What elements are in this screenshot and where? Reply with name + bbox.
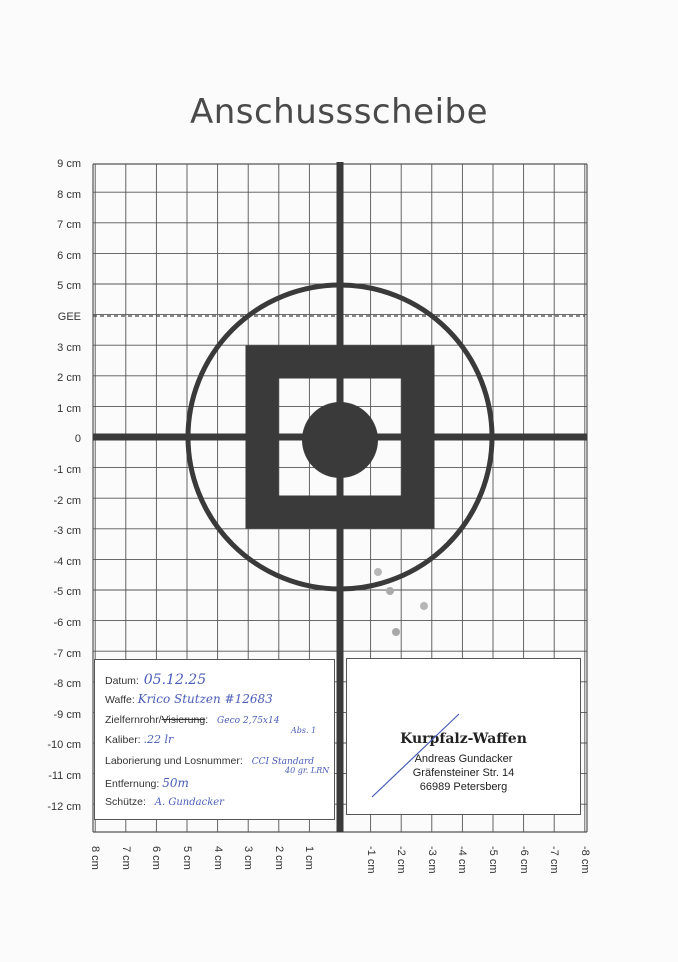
y-tick-label: 6 cm bbox=[57, 249, 81, 262]
company-city: 66989 Petersberg bbox=[419, 781, 508, 793]
x-tick-label: -7 cm bbox=[548, 846, 561, 874]
company-stamp bbox=[346, 658, 581, 815]
x-tick-label: -5 cm bbox=[487, 846, 499, 874]
y-tick-label: -1 cm bbox=[53, 464, 81, 476]
x-tick-label: 8 cm bbox=[89, 846, 102, 870]
x-tick-label: 4 cm bbox=[211, 846, 224, 870]
x-tick-label: 6 cm bbox=[150, 846, 163, 870]
pen-signature-stroke bbox=[347, 659, 580, 814]
schuetze-row: Schütze: A. Gundacker bbox=[105, 796, 224, 808]
y-tick-label: -6 cm bbox=[53, 617, 81, 629]
y-tick-label: -9 cm bbox=[53, 708, 81, 721]
x-tick-label: 3 cm bbox=[242, 846, 255, 870]
y-tick-label: 7 cm bbox=[57, 219, 81, 232]
y-tick-label: -11 cm bbox=[48, 770, 81, 782]
y-tick-label: -7 cm bbox=[53, 647, 81, 660]
bullet-hole bbox=[386, 587, 394, 595]
page-title: Anschussscheibe bbox=[189, 92, 489, 132]
y-tick-label: -4 cm bbox=[53, 555, 81, 568]
x-tick-label: 1 cm bbox=[303, 846, 316, 870]
x-tick-label: -1 cm bbox=[364, 846, 377, 874]
datum-row: Datum: 05.12.25 bbox=[105, 672, 207, 688]
entfernung-row: Entfernung: 50m bbox=[105, 776, 189, 790]
x-tick-label: -2 cm bbox=[395, 846, 408, 874]
x-tick-label: 2 cm bbox=[272, 846, 285, 870]
y-tick-label: -10 cm bbox=[47, 739, 81, 752]
shot-data-form: Datum: 05.12.25 Waffe: Krico Stutzen #12683 Zielfernrohr/Visierung: Geco 2,75x14 Abs. 1 Kaliber: .22 lr Laborierung und Losnummer: CCI Standard 40 gr. LRN Entfernung: 50m Schütze: A. Gundacker bbox=[94, 659, 335, 820]
y-tick-label: 5 cm bbox=[57, 280, 81, 293]
x-tick-label: -8 cm bbox=[578, 846, 591, 874]
y-tick-label: -12 cm bbox=[47, 800, 81, 813]
bullet-hole bbox=[420, 602, 428, 610]
y-tick-label: 9 cm bbox=[57, 158, 81, 170]
y-tick-label: 3 cm bbox=[57, 341, 81, 354]
laborierung-row: Laborierung und Losnummer: CCI Standard bbox=[105, 755, 315, 767]
y-tick-label: -8 cm bbox=[53, 678, 81, 691]
company-street: Gräfensteiner Str. 14 bbox=[412, 767, 515, 779]
waffe-row: Waffe: Krico Stutzen #12683 bbox=[105, 692, 273, 706]
bullet-hole bbox=[374, 568, 382, 576]
zielfernrohr-row: Zielfernrohr/Visierung: Geco 2,75x14 bbox=[105, 714, 280, 726]
company-person: Andreas Gundacker bbox=[414, 753, 513, 765]
x-tick-label: -4 cm bbox=[456, 846, 469, 874]
y-tick-label: GEE bbox=[57, 311, 81, 323]
bullseye bbox=[302, 402, 378, 478]
y-tick-label: -2 cm bbox=[53, 494, 81, 507]
bullet-hole bbox=[392, 628, 400, 636]
y-tick-label: 1 cm bbox=[57, 402, 81, 415]
y-tick-label: 2 cm bbox=[57, 372, 81, 385]
x-tick-label: -6 cm bbox=[517, 846, 530, 874]
x-tick-label: 5 cm bbox=[181, 846, 193, 870]
y-tick-label: -3 cm bbox=[53, 525, 81, 538]
x-tick-label: 7 cm bbox=[119, 846, 132, 870]
y-tick-label: 0 bbox=[74, 433, 81, 446]
kaliber-row: Kaliber: .22 lr bbox=[105, 733, 174, 746]
y-tick-label: 8 cm bbox=[57, 188, 81, 201]
x-tick-label: -3 cm bbox=[425, 846, 438, 874]
company-name: Kurpfalz-Waffen bbox=[400, 731, 527, 747]
y-tick-label: -5 cm bbox=[53, 586, 81, 599]
